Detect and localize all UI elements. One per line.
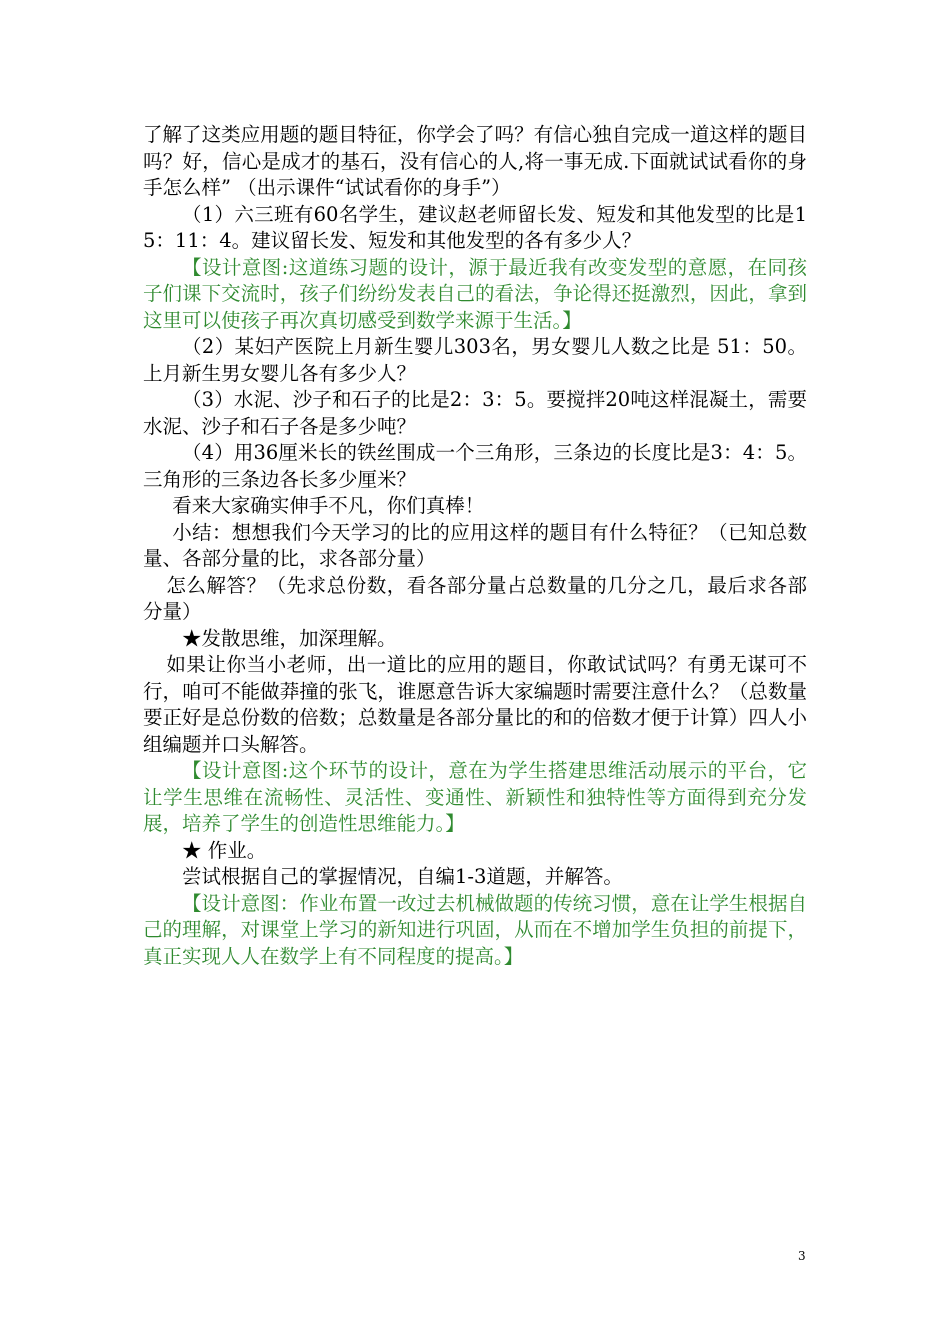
section-heading-homework: ★ 作业。 (182, 838, 267, 862)
exercise-4: （4）用36厘米长的铁丝围成一个三角形，三条边的长度比是3：4：5。三角形的三条边各长多少厘米？ (143, 441, 807, 491)
page-number: 3 (798, 1249, 806, 1263)
design-intent-2: 【设计意图:这个环节的设计，意在为学生搭建思维活动展示的平台，它让学生思维在流畅性、灵活性、变通性、新颖性和独特性等方面得到充分发展，培养了学生的创造性思维能力。】 (143, 759, 807, 835)
exercise-3: （3）水泥、沙子和石子的比是2：3：5。要搅拌20吨这样混凝土，需要水泥、沙子和石子各是多少吨？ (143, 388, 807, 438)
paragraph-little-teacher: 如果让你当小老师，出一道比的应用的题目，你敢试试吗？有勇无谋可不行，咱可不能做莽撞的张飞，谁愿意告诉大家编题时需要注意什么？（总数量要正好是总份数的倍数；总数量是各部分量比的和的倍数才便于计算）四人小组编题并口头解答。 (143, 653, 807, 756)
document-body (143, 122, 807, 970)
how-to-solve: 怎么解答？（先求总份数，看各部分量占总数量的几分之几，最后求各部分量） (143, 573, 807, 623)
homework-instruction: 尝试根据自己的掌握情况，自编1-3道题，并解答。 (182, 865, 623, 888)
section-heading-divergent: ★发散思维，加深理解。 (182, 626, 397, 650)
exercise-2: （2）某妇产医院上月新生婴儿303名，男女婴儿人数之比是 51：50。上月新生男女婴儿各有多少人？ (143, 335, 807, 385)
design-intent-1: 【设计意图:这道练习题的设计，源于最近我有改变发型的意愿，在同孩子们课下交流时，孩子们纷纷发表自己的看法，争论得还挺激烈，因此，拿到这里可以使孩子再次真切感受到数学来源于生活。】 (143, 255, 807, 332)
summary: 小结：想想我们今天学习的比的应用这样的题目有什么特征？（已知总数量、各部分量的比，求各部分量） (143, 520, 807, 570)
exercise-1: （1）六三班有60名学生，建议赵老师留长发、短发和其他发型的比是15：11：4。建议留长发、短发和其他发型的各有多少人？ (143, 202, 807, 252)
paragraph-intro: 了解了这类应用题的题目特征，你学会了吗？有信心独自完成一道这样的题目吗？好，信心是成才的基石，没有信心的人,将一事无成.下面就试试看你的身手怎么样” （出示课件“试试看你的身手”） (143, 123, 807, 199)
design-intent-3: 【设计意图：作业布置一改过去机械做题的传统习惯，意在让学生根据自己的理解，对课堂上学习的新知进行巩固，从而在不增加学生负担的前提下，真正实现人人在数学上有不同程度的提高。】 (143, 891, 807, 968)
praise-line: 看来大家确实伸手不凡，你们真棒！ (172, 494, 485, 517)
